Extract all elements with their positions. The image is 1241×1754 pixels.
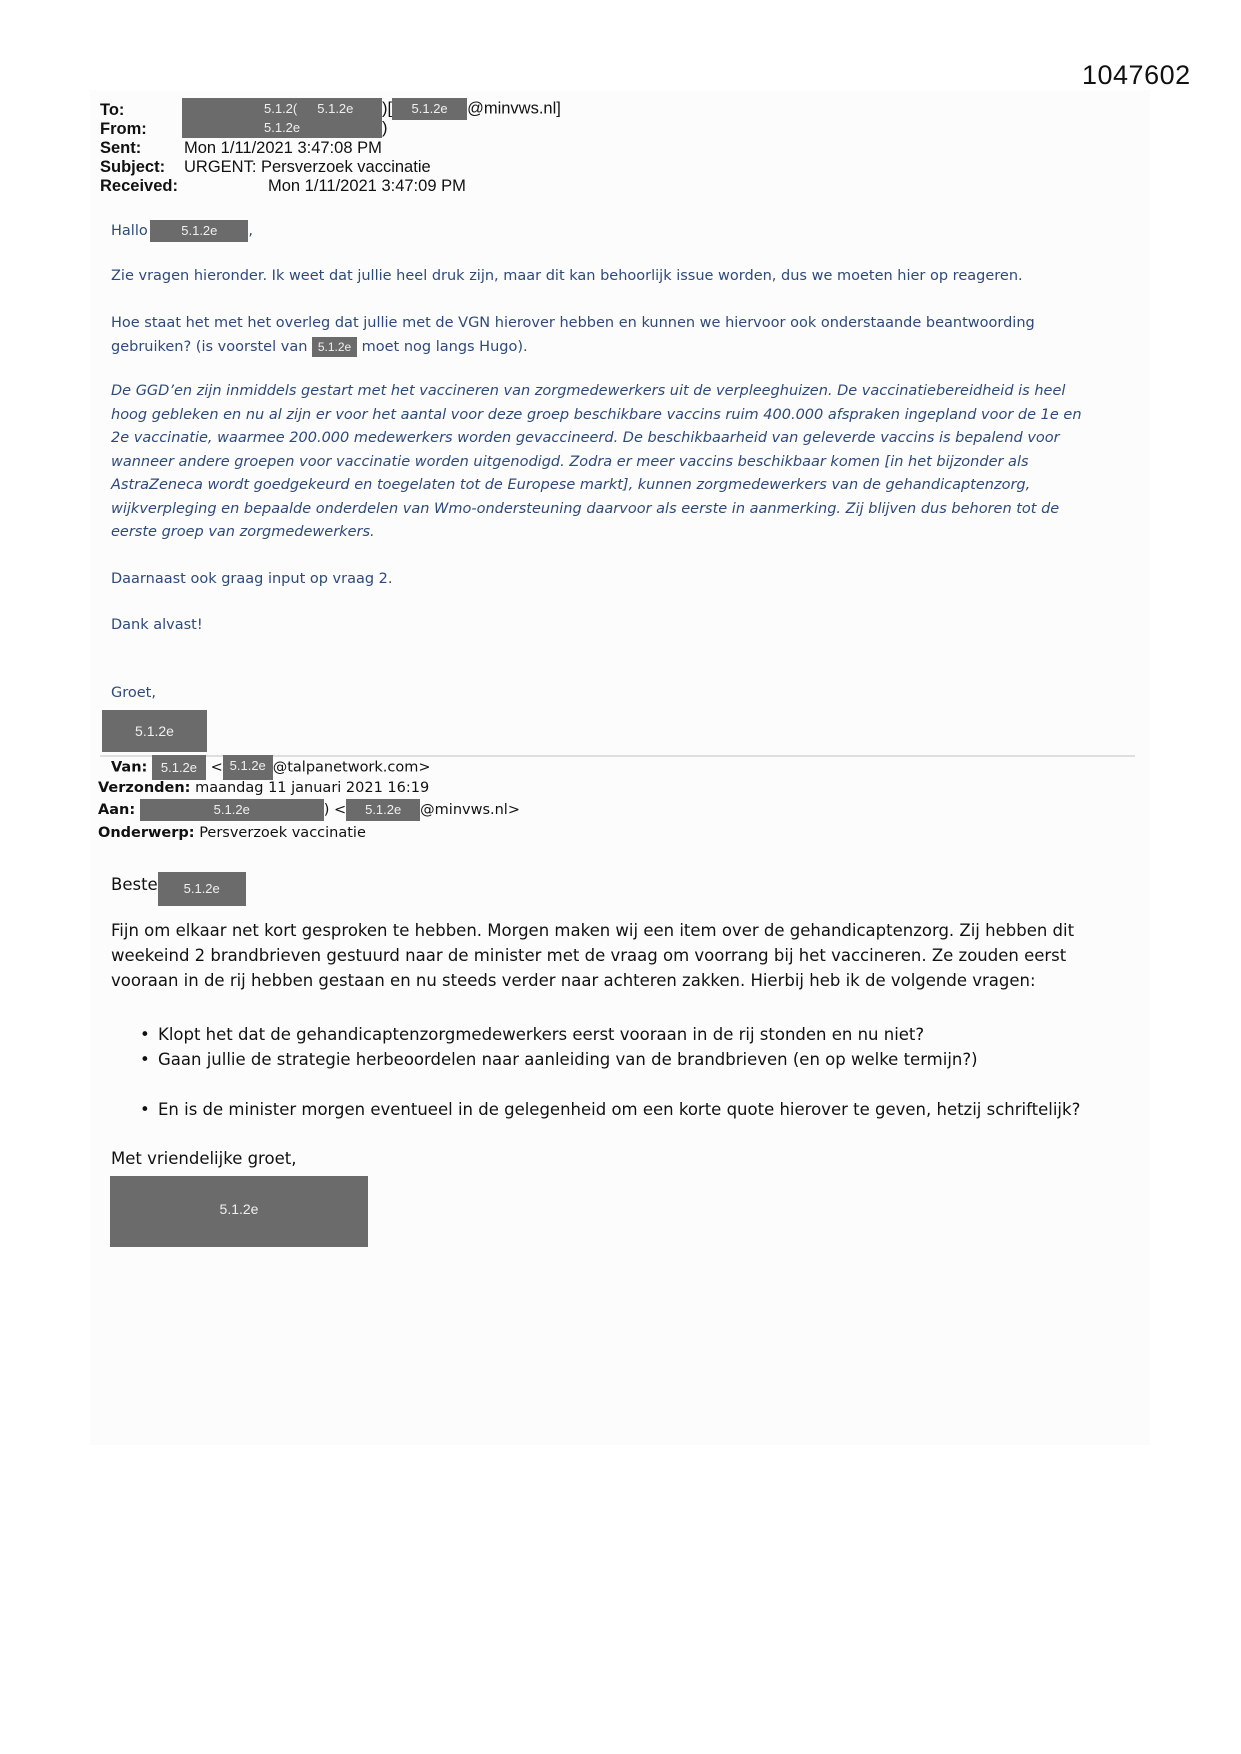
redaction-block: 5.1.2e	[140, 799, 324, 821]
question-list	[140, 1022, 978, 1072]
greeting-beste: Beste 5.1.2e	[111, 872, 246, 906]
van-row: Van: 5.1.2e < 5.1.2e @talpanetwork.com>	[111, 755, 431, 780]
subject-label: Subject:	[100, 158, 166, 176]
verzonden-label: Verzonden:	[98, 780, 191, 796]
question-item: • Klopt het dat de gehandicaptenzorgmedewerkers eerst vooraan in de rij stonden en nu niet?	[140, 1022, 978, 1047]
redaction-block: 5.1.2e	[158, 872, 246, 906]
onderwerp-value: Persverzoek vaccinatie	[199, 825, 366, 841]
redaction-block: 5.1.2e	[392, 98, 467, 120]
received-value: Mon 1/11/2021 3:47:09 PM	[268, 177, 466, 195]
redaction-block: 5.1.2e	[182, 120, 382, 138]
van-label: Van:	[111, 759, 148, 776]
to-label: To:	[100, 101, 125, 119]
redaction-block: 5.1.2( 5.1.2e	[182, 98, 382, 120]
subject-value: URGENT: Persverzoek vaccinatie	[184, 158, 431, 176]
question-item: • En is de minister morgen eventueel in de gelegenheid om een korte quote hierover te geven, hetzij schriftelijk?	[140, 1097, 1080, 1122]
document-id: 1047602	[1082, 60, 1191, 90]
greeting: Hallo 5.1.2e ,	[111, 220, 253, 244]
intro-paragraph: Zie vragen hieronder. Ik weet dat jullie heel druk zijn, maar dit kan behoorlijk issue worden, dus we moeten hier op reageren.	[111, 268, 1023, 284]
question-list-2	[140, 1097, 1080, 1122]
closing-line: Groet,	[111, 685, 156, 701]
to-domain: @minvws.nl]	[467, 99, 561, 118]
redaction-block: 5.1.2e	[346, 799, 420, 821]
from-label: From:	[100, 120, 147, 138]
redaction-block: 5.1.2e	[312, 337, 357, 357]
sent-value: Mon 1/11/2021 3:47:08 PM	[184, 139, 382, 157]
question-paragraph: Hoe staat het met het overleg dat jullie met de VGN hierover hebben en kunnen we hiervoor ook onderstaande beantwoording gebruiken? (is voorstel van 5.1.2e moet nog langs Hugo).	[111, 315, 1035, 355]
followup-paragraph: Daarnaast ook graag input op vraag 2.	[111, 571, 393, 587]
onderwerp-label: Onderwerp:	[98, 825, 195, 841]
aan-label: Aan:	[98, 802, 136, 818]
verzonden-row	[98, 777, 429, 799]
redaction-block: 5.1.2e	[150, 220, 248, 242]
received-label: Received:	[100, 177, 178, 195]
verzonden-value: maandag 11 januari 2021 16:19	[195, 780, 430, 796]
question-item: • Gaan jullie de strategie herbeoordelen naar aanleiding van de brandbrieven (en op welke termijn?)	[140, 1047, 978, 1072]
proposed-answer-quote: De GGD’en zijn inmiddels gestart met het vaccineren van zorgmedewerkers uit de verpleeghuizen. De vaccinatiebereidheid is heel hoog gebleken en nu al zijn er voor het aantal voor deze groep beschikbare vaccins ruim 400.000 afspraken ingepland voor de 1e en 2e vaccinatie, waarmee 200.000 medewerkers worden gevaccineerd. De beschikbaarheid van geleverde vaccins is bepalend voor wanneer andere groepen voor vaccinatie worden uitgenodigd. Zodra er meer vaccins beschikbaar komen [in het bijzonder als AstraZeneca wordt goedgekeurd en toegelaten tot de Europese markt], kunnen zorgmedewerkers van de gehandicaptenzorg, wijkverpleging en bepaalde onderdelen van Wmo-ondersteuning daarvoor als eerste in aanmerking. Zij blijven dus behoren tot de eerste groep van zorgmedewerkers.	[111, 383, 1082, 540]
redaction-block: 5.1.2e	[223, 755, 273, 780]
sent-label: Sent:	[100, 139, 142, 157]
redaction-block: 5.1.2e	[152, 755, 206, 780]
onderwerp-row	[98, 822, 366, 844]
signature-redaction: 5.1.2e	[102, 710, 207, 752]
thanks-line: Dank alvast!	[111, 617, 203, 633]
aan-row: Aan: 5.1.2e ) < 5.1.2e @minvws.nl>	[98, 799, 520, 821]
closing-met-vriendelijke-groet: Met vriendelijke groet,	[111, 1149, 297, 1168]
signature-redaction: 5.1.2e	[110, 1176, 368, 1247]
van-domain: @talpanetwork.com>	[272, 759, 431, 776]
aan-domain: @minvws.nl>	[420, 802, 520, 818]
body-paragraph: Fijn om elkaar net kort gesproken te hebben. Morgen maken wij een item over de gehandicaptenzorg. Zij hebben dit weekeind 2 brandbrieven gestuurd naar de minister met de vraag om voorrang bij het vaccineren. Ze zouden eerst vooraan in de rij hebben gestaan en nu steeds verder naar achteren zakken. Hierbij heb ik de volgende vragen:	[111, 921, 1075, 990]
